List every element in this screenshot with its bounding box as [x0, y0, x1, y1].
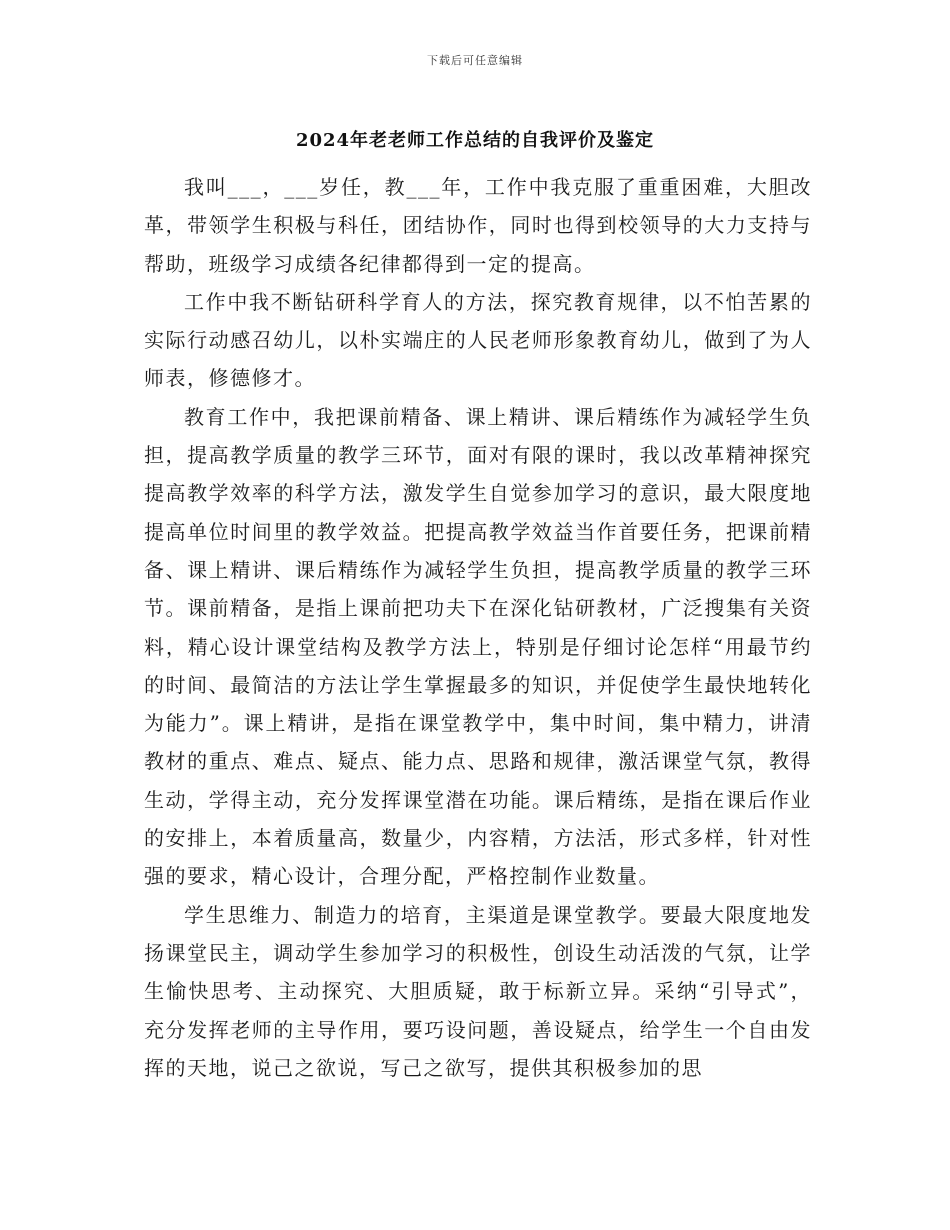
paragraph-intro: 我叫___，___岁任，教___年，工作中我克服了重重困难，大胆改革，带领学生积极与科任，团结协作，同时也得到校领导的大力支持与帮助，班级学习成绩各纪律都得到一定的提高。 [144, 175, 812, 276]
header-note: 下载后可任意编辑 [427, 54, 523, 67]
paragraph-research: 工作中我不断钻研科学育人的方法，探究教育规律，以不怕苦累的实际行动感召幼儿，以朴实端庄的人民老师形象教育幼儿，做到了为人师表，修德修才。 [144, 289, 812, 391]
paragraph-teaching: 教育工作中，我把课前精备、课上精讲、课后精练作为减轻学生负担，提高教学质量的教学三环节，面对有限的课时，我以改革精神探究提高教学效率的科学方法，激发学生自觉参加学习的意识，最大限度地提高单位时间里的教学效益。把提高教学效益当作首要任务，把课前精备、课上精讲、课后精练作为减轻学生负担，提高教学质量的教学三环节。课前精备，是指上课前把功夫下在深化钻研教材，广泛搜集有关资料，精心设计课堂结构及教学方法上，特别是仔细讨论怎样“用最节约的时间、最简洁的方法让学生掌握最多的知识，并促使学生最快地转化为能力”。课上精讲，是指在课堂教学中，集中时间，集中精力，讲清教材的重点、难点、疑点、能力点、思路和规律，激活课堂气氛，教得生动，学得主动，充分发挥课堂潜在功能。课后精练，是指在课后作业的安排上，本着质量高，数量少，内容精，方法活，形式多样，针对性强的要求，精心设计，合理分配，严格控制作业数量。 [144, 404, 812, 889]
document-title: 2024年老老师工作总结的自我评价及鉴定 [295, 130, 655, 151]
document-body [144, 168, 812, 1087]
paragraph-creativity: 学生思维力、制造力的培育，主渠道是课堂教学。要最大限度地发扬课堂民主，调动学生参加学习的积极性，创设生动活泼的气氛，让学生愉快思考、主动探究、大胆质疑，敢于标新立异。采纳“引导式”，充分发挥老师的主导作用，要巧设问题，善设疑点，给学生一个自由发挥的天地，说己之欲说，写己之欲写，提供其积极参加的思 [144, 902, 812, 1080]
